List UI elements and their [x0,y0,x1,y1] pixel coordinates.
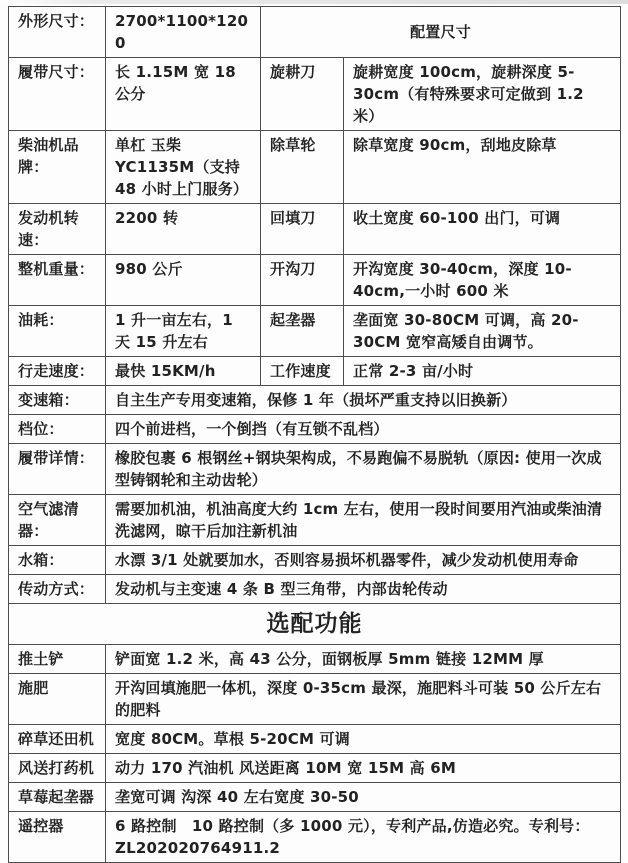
spec-value: 980 公斤 [106,255,261,306]
spec-label: 履带详情： [9,444,106,495]
spec-label: 传动方式： [9,575,106,604]
attachment-name: 工作速度 [261,357,344,386]
spec-label: 整机重量： [9,255,106,306]
attachment-name: 开沟刀 [261,255,344,306]
optional-row-straw-crusher [9,725,621,754]
spec-row-weight [9,255,621,306]
option-value: 动力 170 汽油机 风送距离 10M 宽 15M 高 6M [106,754,621,783]
optional-row-remote-control [9,812,621,863]
option-value: 6 路控制 10 路控制（多 1000 元），专利产品,仿造必究。专利号：ZL202020764911.2 [106,812,621,863]
optional-row-fertilizer [9,674,621,725]
spec-row-water-tank [9,546,621,575]
spec-label: 发动机转速： [9,204,106,255]
spec-label: 变速箱： [9,386,106,415]
attachment-detail: 正常 2-3 亩/小时 [344,357,621,386]
attachment-name: 旋耕刀 [261,58,344,131]
option-label: 碎草还田机 [9,725,106,754]
spec-value: 自主生产专用变速箱，保修 1 年（损坏严重支持以旧换新） [106,386,621,415]
option-value: 开沟回填施肥一体机，深度 0-35cm 最深，施肥料斗可装 50 公斤左右的肥料 [106,674,621,725]
spec-row-travel-speed [9,357,621,386]
option-label: 风送打药机 [9,754,106,783]
spec-row-gearbox [9,386,621,415]
spec-label: 油耗： [9,306,106,357]
photo-top-edge [0,0,628,4]
attachment-detail: 垄面宽 30-80CM 可调，高 20-30CM 宽窄高矮自由调节。 [344,306,621,357]
option-label: 遥控器 [9,812,106,863]
spec-row-engine-speed [9,204,621,255]
spec-value: 长 1.15M 宽 18 公分 [106,58,261,131]
optional-section-header-row [9,604,621,645]
attachment-name: 回填刀 [261,204,344,255]
optional-row-strawberry-ridger [9,783,621,812]
spec-label: 外形尺寸： [9,7,106,58]
spec-row-air-filter [9,495,621,546]
attachment-detail: 开沟宽度 30-40cm，深度 10-40cm,一小时 600 米 [344,255,621,306]
spec-row-track-detail [9,444,621,495]
product-spec-table [8,6,621,863]
spec-value: 橡胶包裹 6 根钢丝+钢块架构成，不易跑偏不易脱轨（原因: 使用一次成型铸钢轮和主动齿轮） [106,444,621,495]
optional-row-bulldozer-blade [9,645,621,674]
spec-value: 2200 转 [106,204,261,255]
spec-label: 行走速度： [9,357,106,386]
attachment-name: 除草轮 [261,131,344,204]
option-label: 推土铲 [9,645,106,674]
spec-row-track-size [9,58,621,131]
option-label: 施肥 [9,674,106,725]
config-section-header: 配置尺寸 [261,7,621,58]
option-value: 铲面宽 1.2 米，高 43 公分，面钢板厚 5mm 链接 12MM 厚 [106,645,621,674]
attachment-name: 起垄器 [261,306,344,357]
spec-row-engine-brand [9,131,621,204]
spec-value: 1 升一亩左右，1 天 15 升左右 [106,306,261,357]
spec-value: 需要加机油，机油高度大约 1cm 左右，使用一段时间要用汽油或柴油清洗滤网，晾干后加注新机油 [106,495,621,546]
spec-label: 履带尺寸： [9,58,106,131]
spec-value: 最快 15KM/h [106,357,261,386]
spec-value: 水漂 3/1 处就要加水，否则容易损坏机器零件，减少发动机使用寿命 [106,546,621,575]
spec-label: 水箱： [9,546,106,575]
spec-label: 柴油机品牌： [9,131,106,204]
spec-value: 四个前进档，一个倒挡（有互锁不乱档） [106,415,621,444]
attachment-detail: 收土宽度 60-100 出门，可调 [344,204,621,255]
optional-row-sprayer [9,754,621,783]
spec-row-dimensions [9,7,621,58]
spec-row-fuel [9,306,621,357]
spec-value: 发动机与主变速 4 条 B 型三角带，内部齿轮传动 [106,575,621,604]
spec-row-gears [9,415,621,444]
spec-label: 空气滤清器： [9,495,106,546]
attachment-detail: 除草宽度 90cm，刮地皮除草 [344,131,621,204]
spec-value: 单杠 玉柴 YC1135M（支持 48 小时上门服务） [106,131,261,204]
attachment-detail: 旋耕宽度 100cm，旋耕深度 5-30cm（有特殊要求可定做到 1.2 米） [344,58,621,131]
spec-row-transmission [9,575,621,604]
spec-value: 2700*1100*1200 [106,7,261,58]
optional-section-title: 选配功能 [9,604,621,645]
option-value: 垄宽可调 沟深 40 左右宽度 30-50 [106,783,621,812]
option-value: 宽度 80CM。草根 5-20CM 可调 [106,725,621,754]
spec-label: 档位： [9,415,106,444]
option-label: 草莓起垄器 [9,783,106,812]
